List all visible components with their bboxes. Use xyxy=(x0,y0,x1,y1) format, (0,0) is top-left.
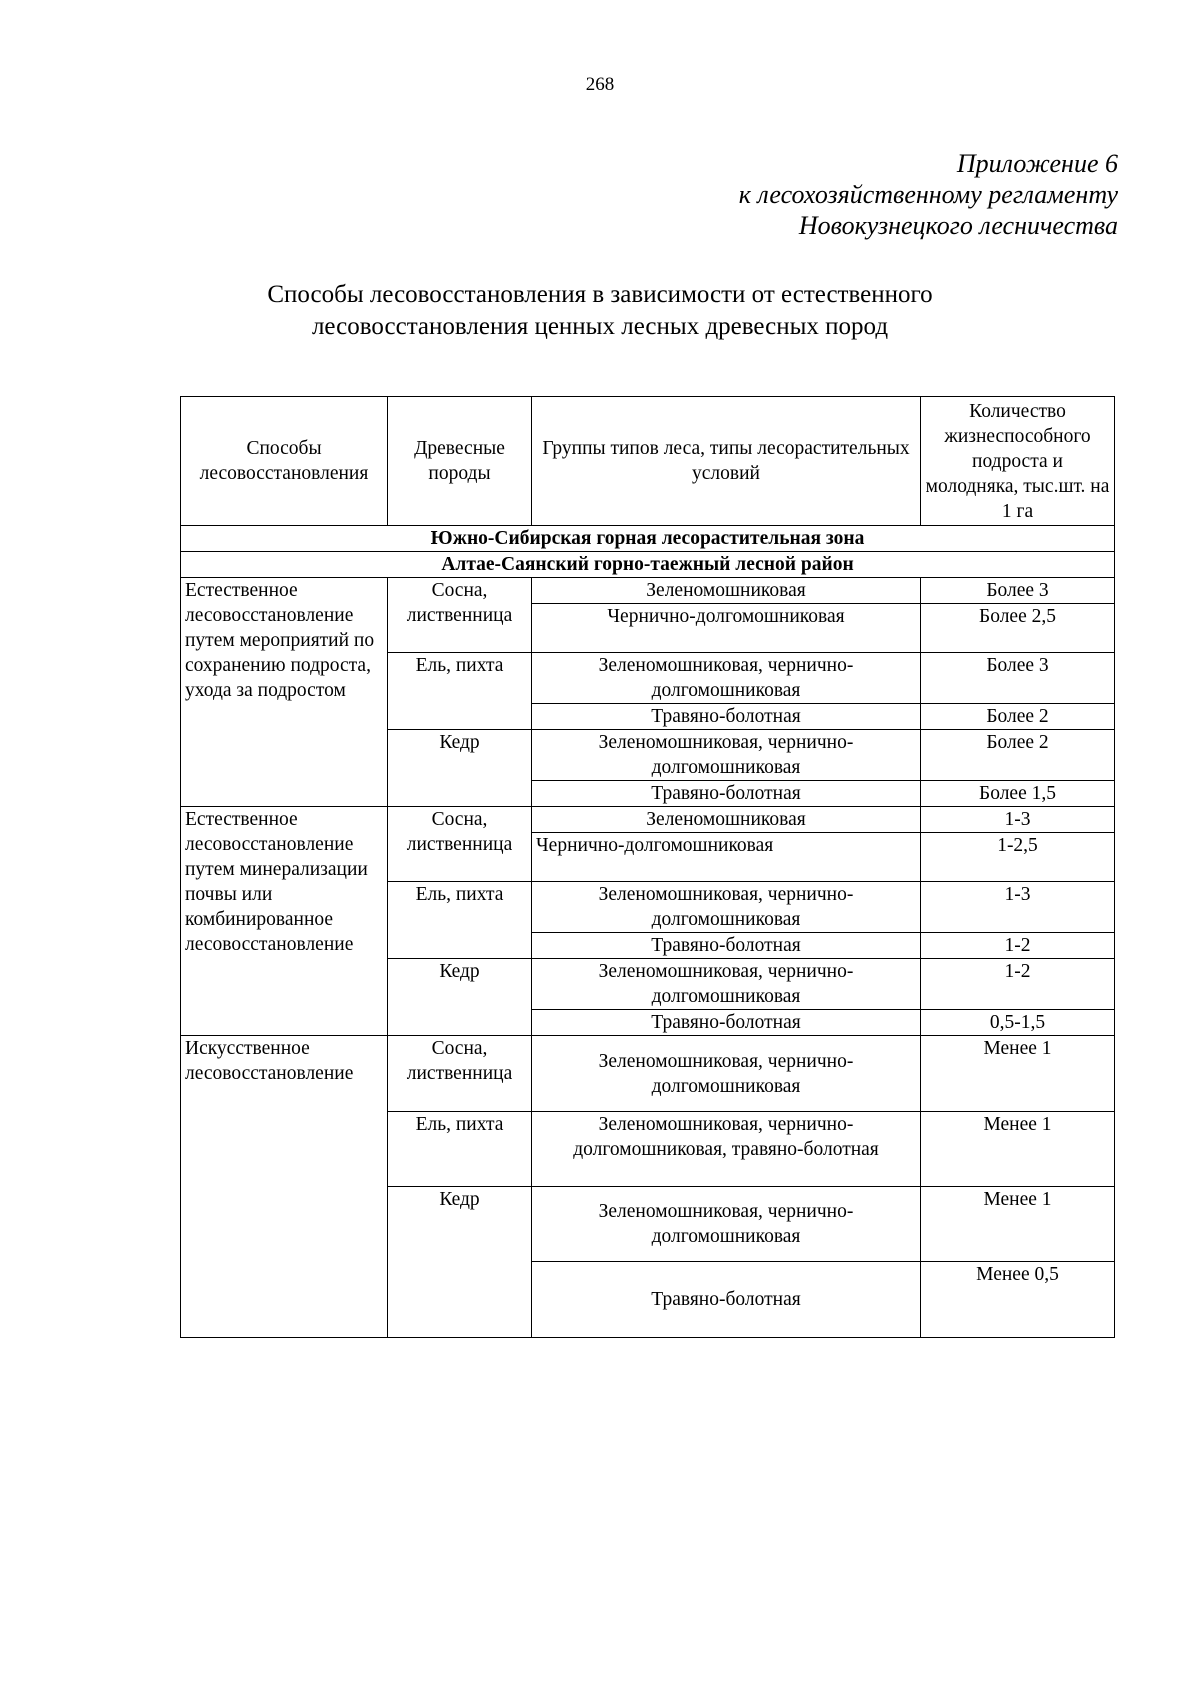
quantity-cell: 1-3 xyxy=(921,807,1115,833)
group-cell: Чернично-долгомошниковая xyxy=(532,604,921,653)
quantity-cell: 1-2,5 xyxy=(921,833,1115,882)
quantity-cell: Менее 1 xyxy=(921,1036,1115,1112)
zone-label: Южно-Сибирская горная лесорастительная зона xyxy=(181,526,1115,552)
species-cell: Ель, пихта xyxy=(388,653,532,730)
species-cell: Сосна, лиственница xyxy=(388,578,532,653)
group-cell: Травяно-болотная xyxy=(532,1010,921,1036)
title-line-1: Способы лесовосстановления в зависимости от естественного xyxy=(267,281,933,308)
appendix-line-1: Приложение 6 xyxy=(956,149,1118,178)
title-line-2: лесовосстановления ценных лесных древесных пород xyxy=(311,313,889,340)
species-cell: Ель, пихта xyxy=(388,1112,532,1187)
quantity-cell: 1-2 xyxy=(921,933,1115,959)
group-cell: Травяно-болотная xyxy=(532,781,921,807)
quantity-cell: Менее 0,5 xyxy=(921,1262,1115,1338)
header-group: Группы типов леса, типы лесорастительных условий xyxy=(532,397,921,526)
table-row xyxy=(181,1036,1115,1112)
species-cell: Сосна, лиственница xyxy=(388,807,532,882)
quantity-cell: Более 2,5 xyxy=(921,604,1115,653)
group-cell: Зеленомошниковая, чернично-долгомошниковая xyxy=(532,882,921,933)
quantity-cell: Менее 1 xyxy=(921,1112,1115,1187)
species-cell: Сосна, лиственница xyxy=(388,1036,532,1112)
group-cell: Зеленомошниковая, чернично-долгомошниковая xyxy=(532,653,921,704)
group-cell: Зеленомошниковая, чернично-долгомошниковая xyxy=(532,1036,921,1112)
table-header-row xyxy=(181,397,1115,526)
table-row xyxy=(181,578,1115,604)
group-cell: Травяно-болотная xyxy=(532,704,921,730)
header-species: Древесные породы xyxy=(388,397,532,526)
region-label: Алтае-Саянский горно-таежный лесной район xyxy=(181,552,1115,578)
quantity-cell: Более 3 xyxy=(921,653,1115,704)
species-cell: Кедр xyxy=(388,959,532,1036)
quantity-cell: 1-2 xyxy=(921,959,1115,1010)
region-row xyxy=(181,552,1115,578)
reforestation-table xyxy=(180,396,1115,1338)
table-row xyxy=(181,807,1115,833)
group-cell: Зеленомошниковая, чернично-долгомошниковая xyxy=(532,959,921,1010)
quantity-cell: Более 2 xyxy=(921,730,1115,781)
appendix-line-3: Новокузнецкого лесничества xyxy=(798,211,1118,240)
quantity-cell: Менее 1 xyxy=(921,1187,1115,1262)
quantity-cell: 0,5-1,5 xyxy=(921,1010,1115,1036)
group-cell: Зеленомошниковая, чернично-долгомошниковая xyxy=(532,1187,921,1262)
method-cell: Естественное лесовосстановление путем минерализации почвы или комбинированное лесовосстановление xyxy=(181,807,388,1036)
group-cell: Травяно-болотная xyxy=(532,933,921,959)
method-cell: Искусственное лесовосстановление xyxy=(181,1036,388,1338)
group-cell: Чернично-долгомошниковая xyxy=(532,833,921,882)
group-cell: Зеленомошниковая xyxy=(532,578,921,604)
header-quantity: Количество жизнеспособного подроста и молодняка, тыс.шт. на 1 га xyxy=(921,397,1115,526)
header-method: Способы лесовосстановления xyxy=(181,397,388,526)
group-cell: Зеленомошниковая xyxy=(532,807,921,833)
method-cell: Естественное лесовосстановление путем мероприятий по сохранению подроста, ухода за подростом xyxy=(181,578,388,807)
quantity-cell: Более 2 xyxy=(921,704,1115,730)
species-cell: Кедр xyxy=(388,1187,532,1338)
species-cell: Кедр xyxy=(388,730,532,807)
group-cell: Зеленомошниковая, чернично-долгомошниковая xyxy=(532,730,921,781)
group-cell: Зеленомошниковая, чернично-долгомошниковая, травяно-болотная xyxy=(532,1112,921,1187)
appendix-line-2: к лесохозяйственному регламенту xyxy=(738,180,1118,209)
quantity-cell: Более 1,5 xyxy=(921,781,1115,807)
species-cell: Ель, пихта xyxy=(388,882,532,959)
zone-row xyxy=(181,526,1115,552)
appendix-reference xyxy=(739,148,1118,241)
quantity-cell: 1-3 xyxy=(921,882,1115,933)
page-number: 268 xyxy=(585,74,615,95)
group-cell: Травяно-болотная xyxy=(532,1262,921,1338)
quantity-cell: Более 3 xyxy=(921,578,1115,604)
document-title xyxy=(0,279,1200,343)
